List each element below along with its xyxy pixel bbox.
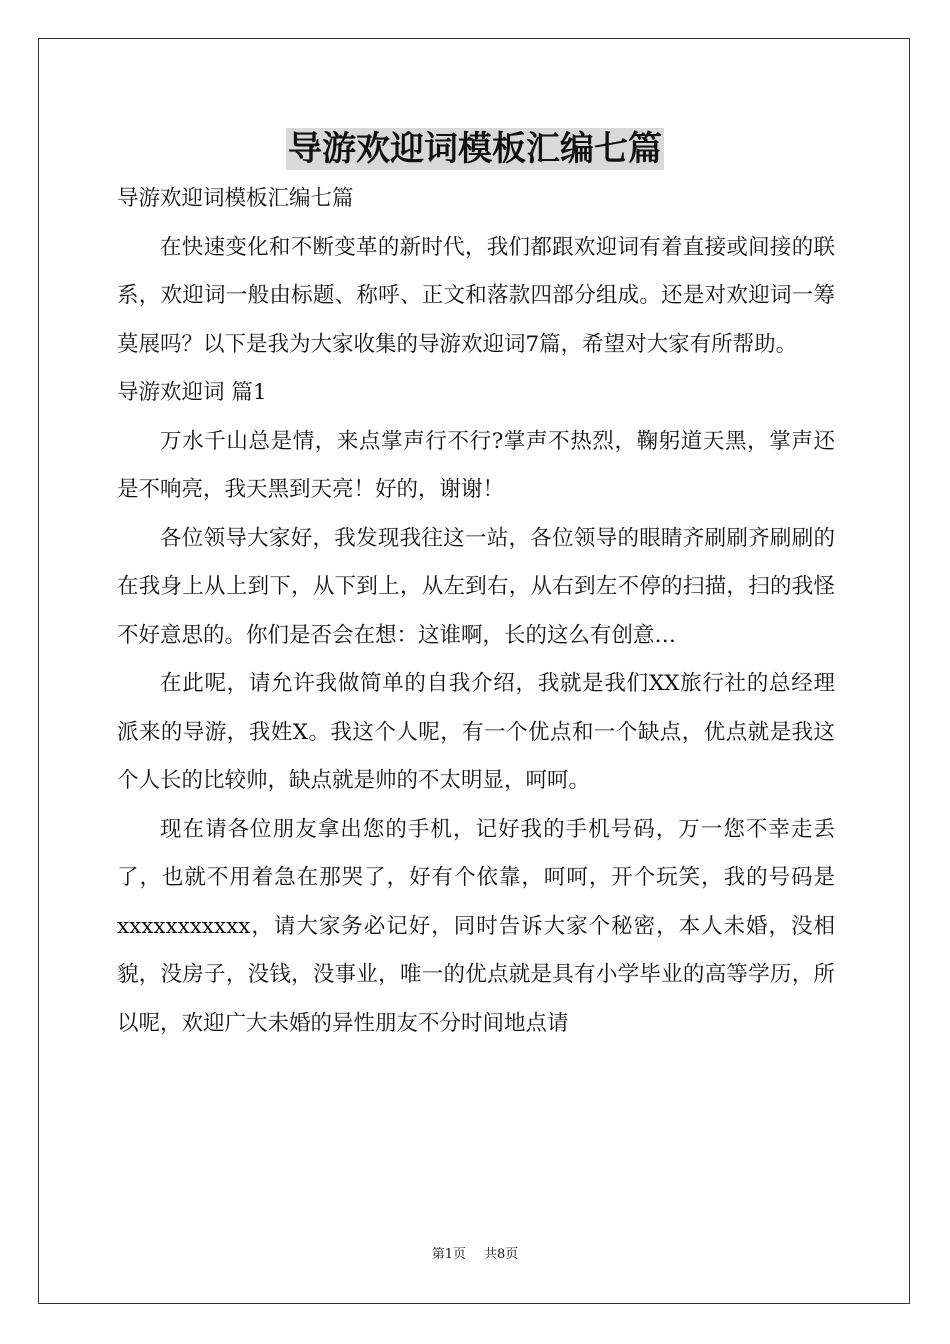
body-paragraph: 万水千山总是情，来点掌声行不行?掌声不热烈，鞠躬道天黑，掌声还是不响亮，我天黑到天亮！好的，谢谢！ [117,428,835,502]
page-number: 第1页 [431,1247,466,1262]
subtitle-paragraph: 导游欢迎词模板汇编七篇 [117,186,354,211]
document-body [117,175,835,1048]
intro-paragraph: 在快速变化和不断变革的新时代，我们都跟欢迎词有着直接或间接的联系，欢迎词一般由标题、称呼、正文和落款四部分组成。还是对欢迎词一筹莫展吗？以下是我为大家收集的导游欢迎词7篇，希望对大家有所帮助。 [117,234,835,357]
body-paragraph: 在此呢，请允许我做简单的自我介绍，我就是我们XX旅行社的总经理派来的导游，我姓X。我这个人呢，有一个优点和一个缺点，优点就是我这个人长的比较帅，缺点就是帅的不太明显，呵呵。 [117,671,835,793]
title-container [0,128,950,170]
page-total: 共8页 [484,1247,519,1262]
body-paragraph: 各位领导大家好，我发现我往这一站，各位领导的眼睛齐刷刷齐刷刷的在我身上从上到下，从下到上，从左到右，从右到左不停的扫描，扫的我怪不好意思的。你们是否会在想：这谁啊，长的这么有创意… [117,525,835,648]
section-heading: 导游欢迎词 篇1 [117,380,267,405]
body-paragraph: 现在请各位朋友拿出您的手机，记好我的手机号码，万一您不幸走丢了，也就不用着急在那哭了，好有个依靠，呵呵，开个玩笑，我的号码是xxxxxxxxxxx，请大家务必记好，同时告诉大家个秘密，本人未婚，没相貌，没房子，没钱，没事业，唯一的优点就是具有小学毕业的高等学历，所以呢，欢迎广大未婚的异性朋友不分时间地点请 [117,816,835,1036]
page-footer [0,1246,950,1264]
document-title: 导游欢迎词模板汇编七篇 [288,129,662,169]
